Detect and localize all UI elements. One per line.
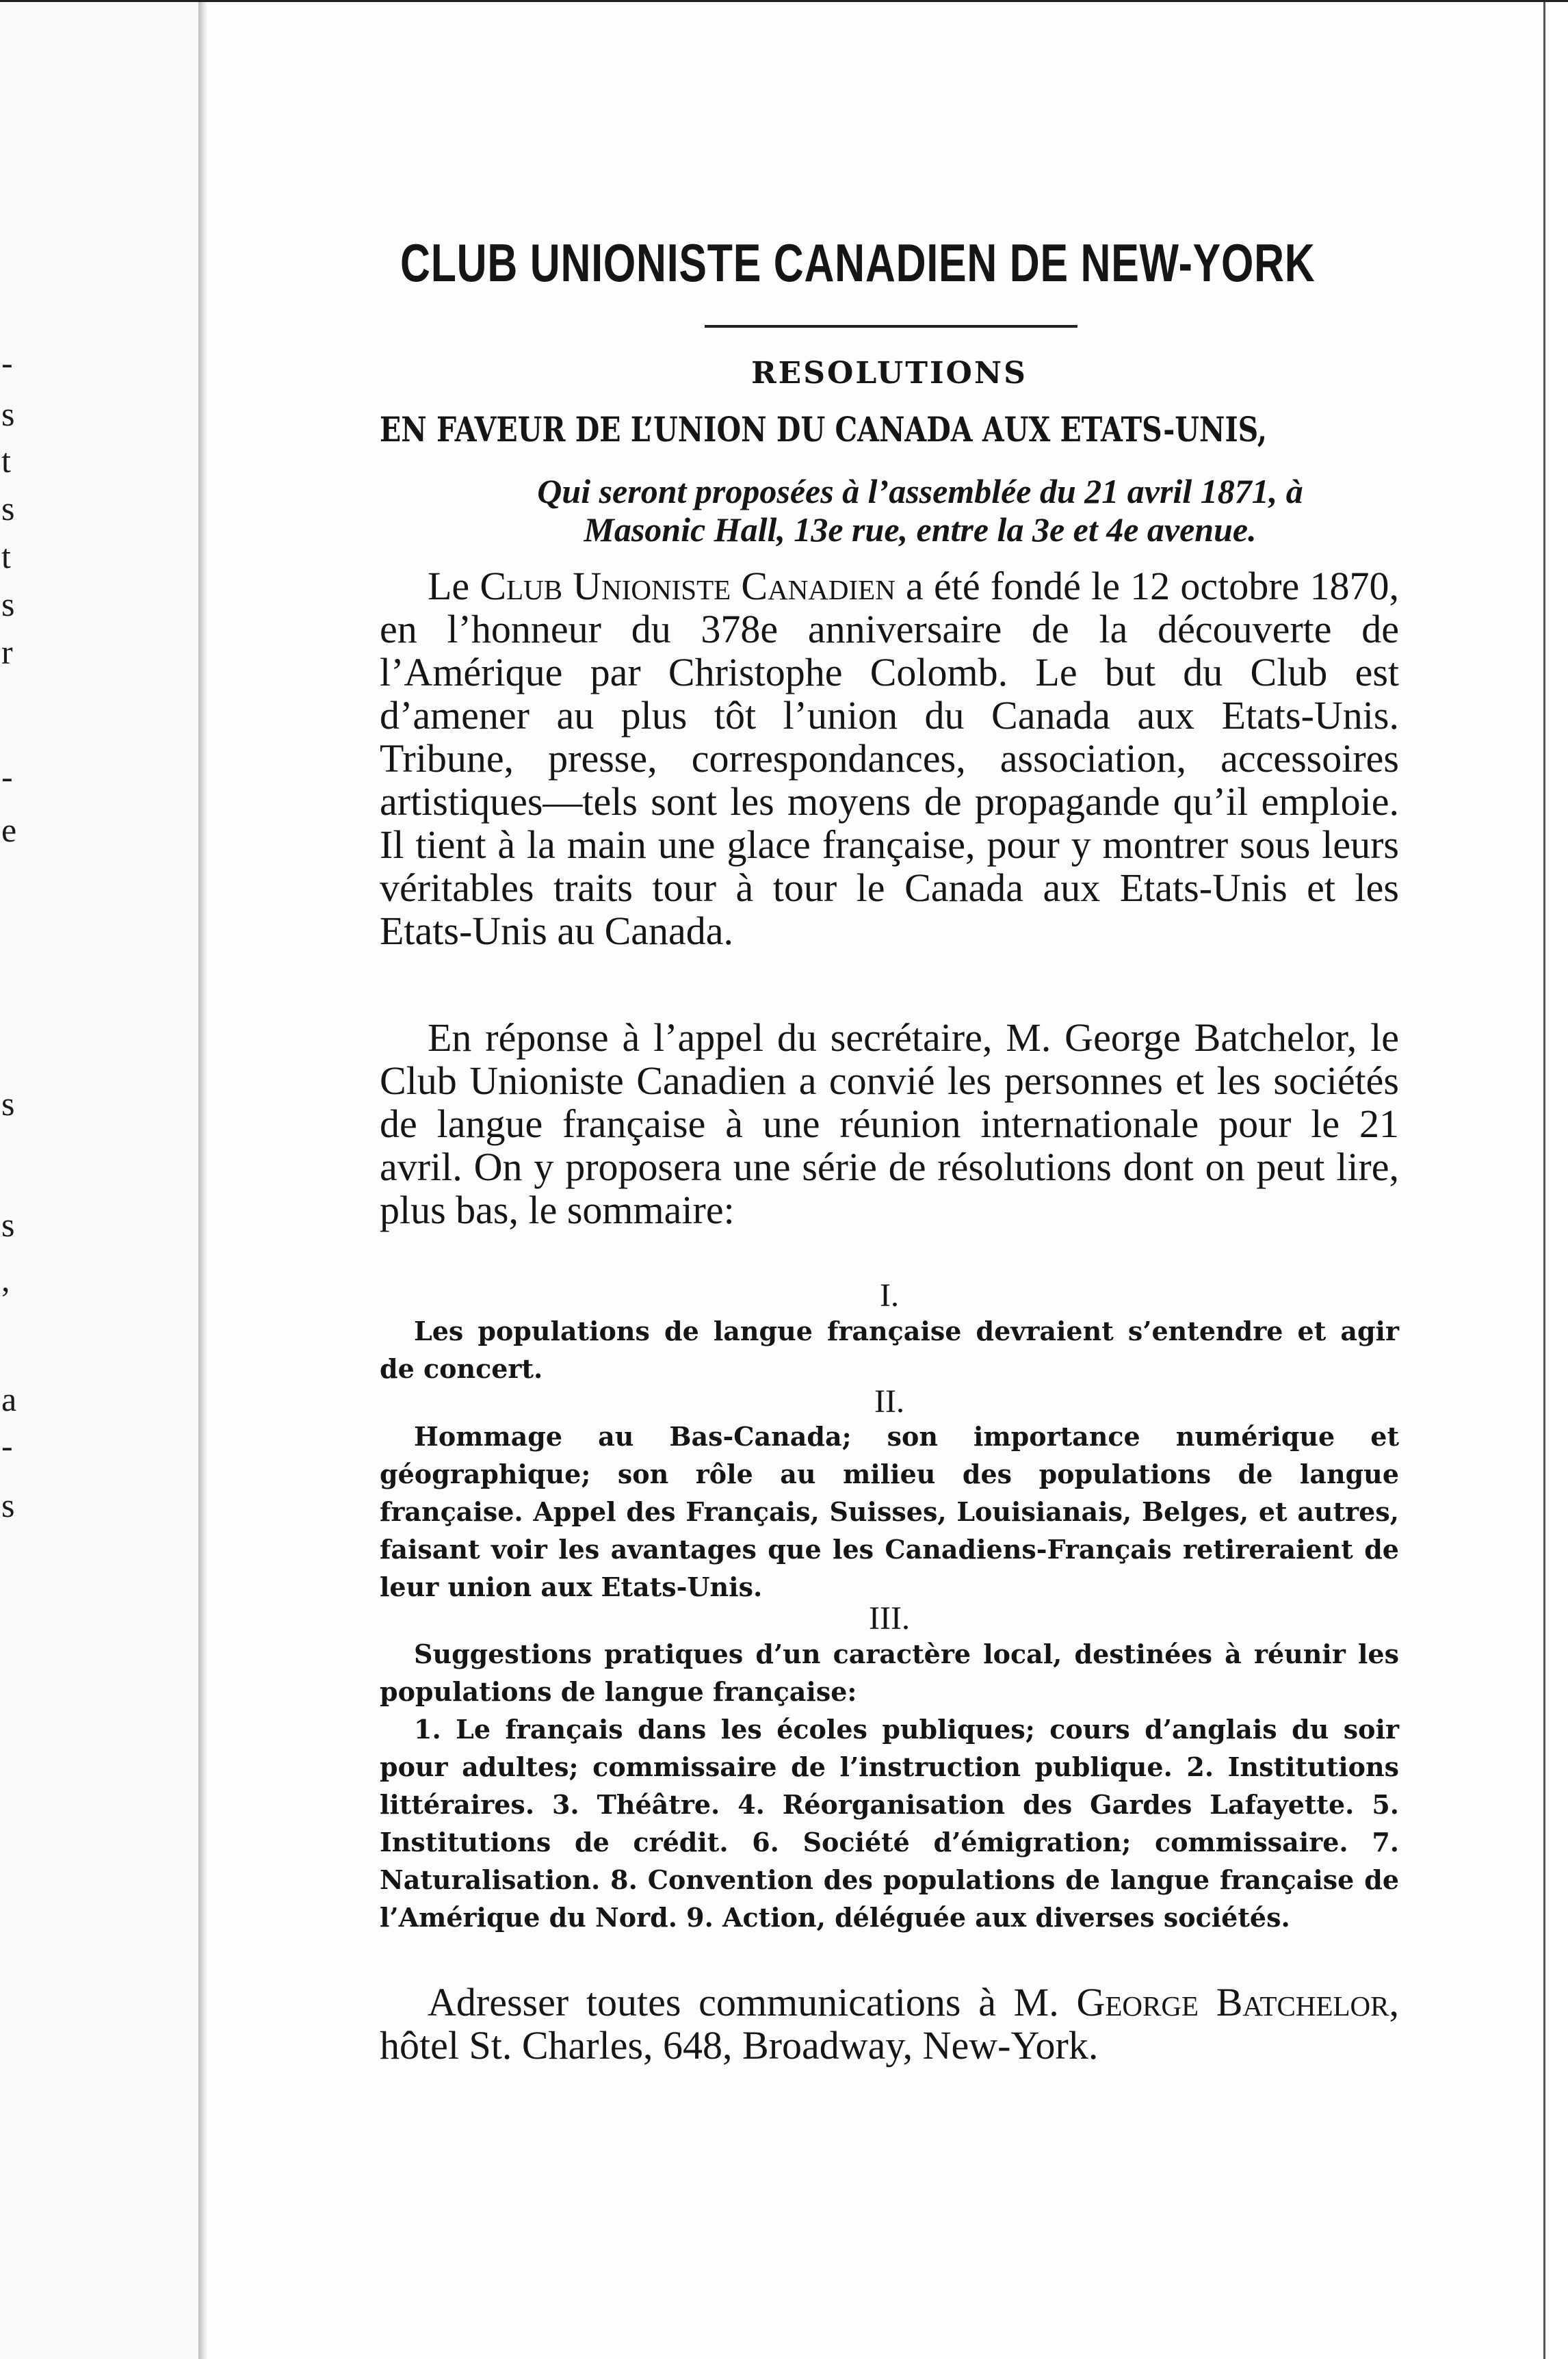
resolutions-heading: RESOLUTIONS <box>751 356 1028 391</box>
closing-rest: , hôtel St. Charles, 648, Broadway, New-York. <box>380 1980 1400 2068</box>
intro-paragraph-1 <box>380 564 1399 952</box>
contact-name: George Batchelor <box>1076 1980 1389 2024</box>
margin-fragment: s <box>1 585 15 623</box>
meeting-line-1: Qui seront proposées à l’assemblée du 21 avril 1871, à <box>537 472 1303 510</box>
meeting-notice <box>431 472 1409 549</box>
margin-fragment: s <box>1 1205 15 1244</box>
margin-fragment: - <box>1 343 13 382</box>
resolution-text-2: Hommage au Bas-Canada; son importance numérique et géographique; son rôle au milieu des populations de langue française. Appel des Français, Suisses, Louisianais, Belges, et autres, faisant voir les avantages que les Canadiens-Français retireraient de leur union aux Etats-Unis. <box>380 1421 1399 1602</box>
top-border <box>0 0 1568 2</box>
title-divider <box>705 325 1077 328</box>
resolution-numeral-3: III. <box>869 1600 910 1637</box>
margin-fragment: s <box>1 489 15 527</box>
club-name: Club Unioniste Canadien <box>480 564 896 608</box>
margin-fragment: a <box>1 1380 17 1418</box>
resolution-detail-3: 1. Le français dans les écoles publiques; cours d’anglais du soir pour adultes; commissaire de l’instruction publique. 2. Institutions littéraires. 3. Théâtre. 4. Réorganisation des Gardes Lafayette. 5. Institutions de crédit. 6. Société d’émigration; commissaire. 7. Naturalisation. 8. Convention des populations de langue française de l’Amérique du Nord. 9. Action, déléguée aux diverses sociétés. <box>380 1714 1399 1933</box>
page-gutter <box>198 0 208 2359</box>
margin-fragment: - <box>1 1426 13 1465</box>
margin-fragment: s <box>1 1084 15 1123</box>
left-page-margin <box>0 0 198 2359</box>
resolution-text-3: Suggestions pratiques d’un caractère local, destinées à réunir les populations de langue française: <box>380 1639 1399 1707</box>
closing-start: Adresser toutes communications à M. <box>428 1980 1077 2024</box>
margin-fragment: s <box>1 395 15 433</box>
margin-fragment: - <box>1 757 13 796</box>
intro-paragraph-2: En réponse à l’appel du secrétaire, M. George Batchelor, le Club Unioniste Canadien a convié les personnes et les sociétés de langue française à une réunion internationale pour le 21 avril. On y proposera une série de résolutions dont on peut lire, plus bas, le sommaire: <box>380 1015 1399 1232</box>
intro-p1-start: Le <box>428 564 480 608</box>
margin-fragment: r <box>1 633 13 671</box>
margin-fragment: s <box>1 1486 15 1524</box>
resolution-text-1: Les populations de langue française devraient s’entendre et agir de concert. <box>380 1316 1399 1384</box>
meeting-line-2: Masonic Hall, 13e rue, entre la 3e et 4e avenue. <box>584 510 1257 549</box>
page-title: CLUB UNIONISTE CANADIEN DE NEW-YORK <box>400 233 1316 293</box>
margin-fragment: t <box>1 537 11 575</box>
resolution-numeral-2: II. <box>874 1383 904 1420</box>
margin-fragment: , <box>1 1260 10 1299</box>
margin-fragment: e <box>1 811 17 849</box>
resolution-numeral-1: I. <box>880 1277 899 1314</box>
closing-paragraph <box>380 1981 1399 2067</box>
intro-p1-rest: a été fondé le 12 octobre 1870, en l’honneur du 378e anniversaire de la découverte de l’Amérique par Christophe Colomb. Le but du Club est d’amener au plus tôt l’union du Canada aux Etats-Unis. Tribune, presse, correspondances, association, accessoires artistiques—tels sont les moyens de propagande qu’il emploie. Il tient à la main une glace française, pour y montrer sous leurs véritables traits tour à tour le Canada aux Etats-Unis et les Etats-Unis au Canada. <box>380 564 1399 953</box>
margin-fragment: t <box>1 441 11 480</box>
page-right-edge <box>1543 0 1568 2359</box>
document-subtitle: EN FAVEUR DE L’UNION DU CANADA AUX ETATS-UNIS, <box>380 409 1268 449</box>
